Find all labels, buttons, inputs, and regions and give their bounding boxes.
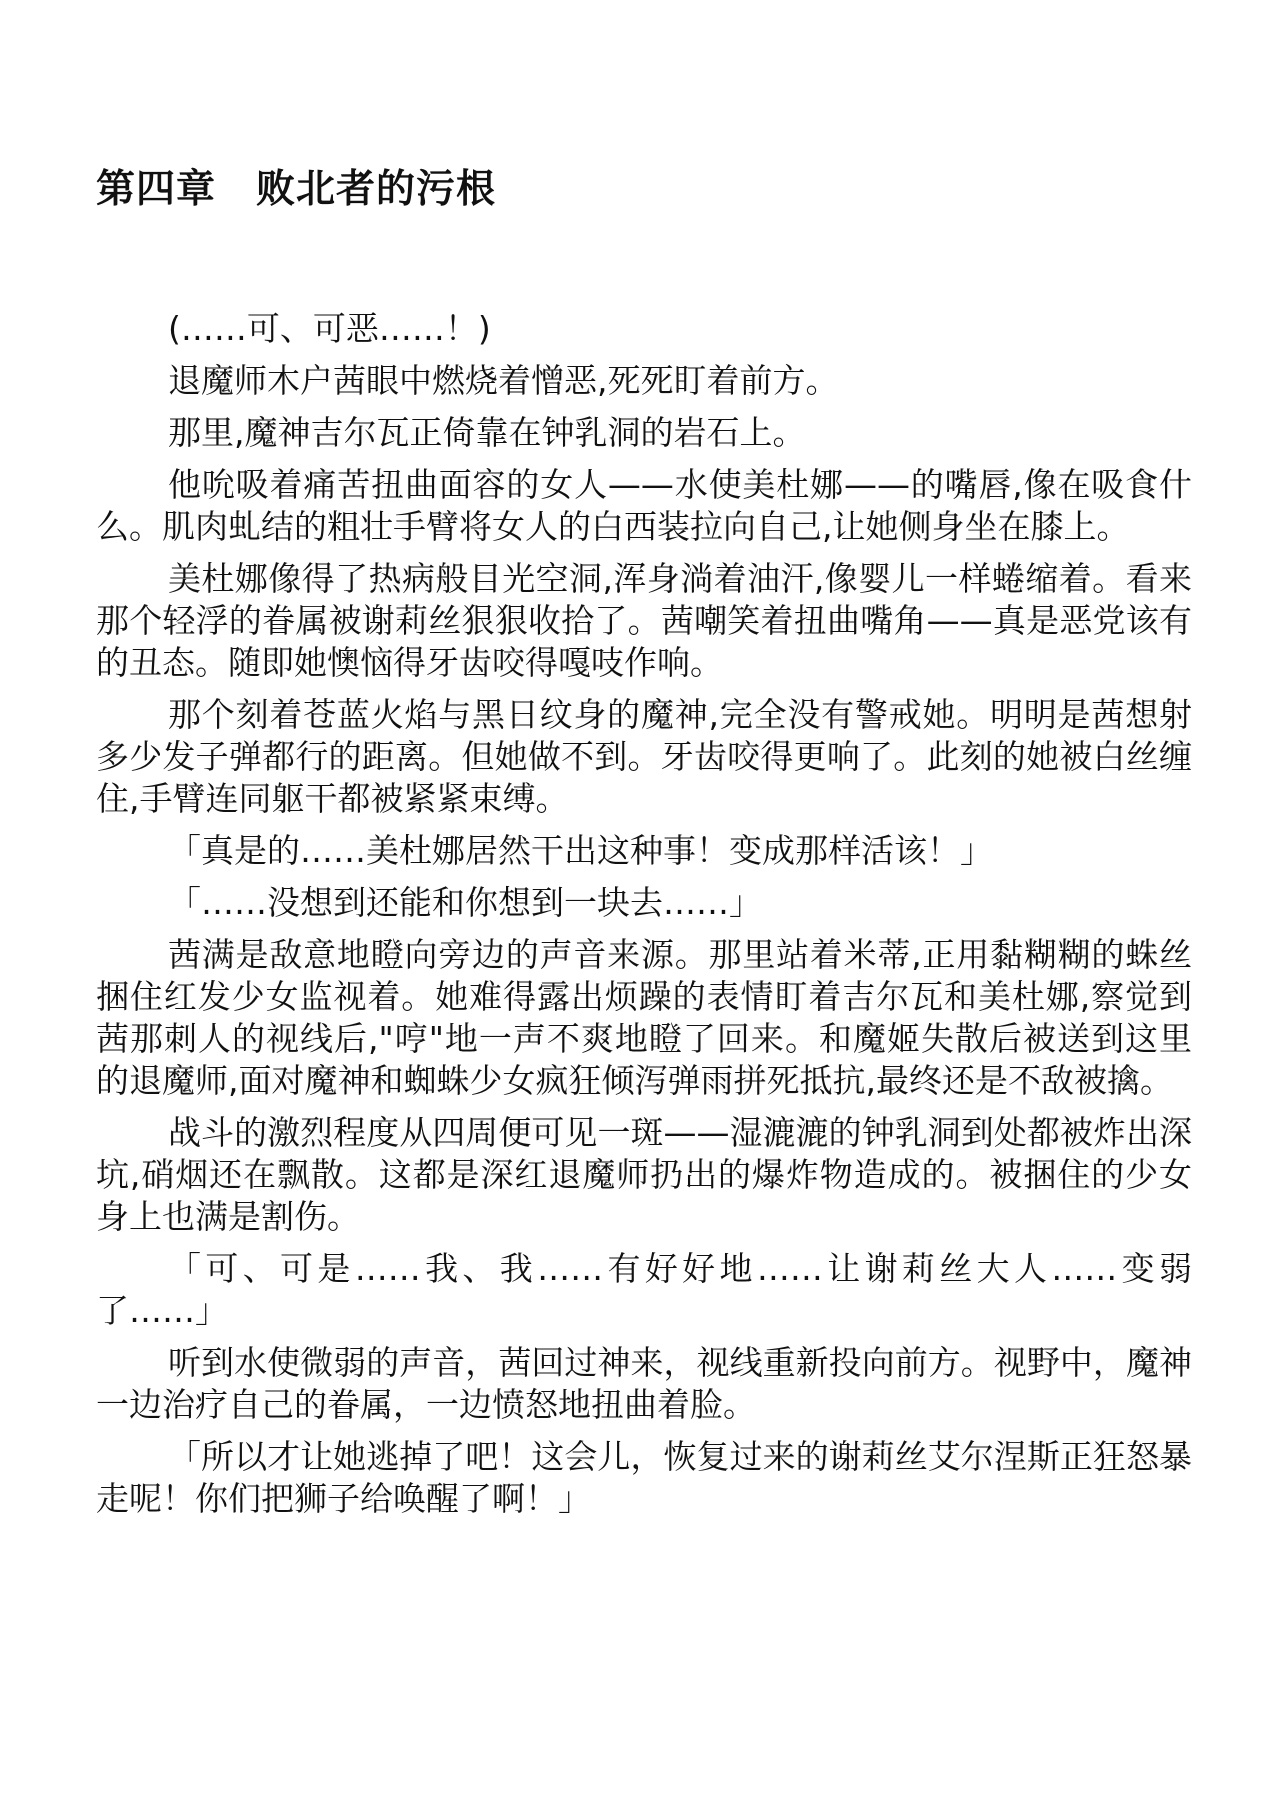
paragraph: 退魔师木户茜眼中燃烧着憎恶,死死盯着前方。 xyxy=(168,361,839,400)
paragraph: 他吮吸着痛苦扭曲面容的女人——水使美杜娜——的嘴唇,像在吸食什么。肌肉虬结的粗壮手臂将女人的白西装拉向自己,让她侧身坐在膝上。 xyxy=(96,465,1192,546)
paragraph: 战斗的激烈程度从四周便可见一斑——湿漉漉的钟乳洞到处都被炸出深坑,硝烟还在飘散。这都是深红退魔师扔出的爆炸物造成的。被捆住的少女身上也满是割伤。 xyxy=(96,1113,1192,1236)
paragraph: 美杜娜像得了热病般目光空洞,浑身淌着油汗,像婴儿一样蜷缩着。看来那个轻浮的眷属被谢莉丝狠狠收拾了。茜嘲笑着扭曲嘴角——真是恶党该有的丑态。随即她懊恼得牙齿咬得嘎吱作响。 xyxy=(96,559,1192,682)
paragraph: 茜满是敌意地瞪向旁边的声音来源。那里站着米蒂,正用黏糊糊的蛛丝捆住红发少女监视着。她难得露出烦躁的表情盯着吉尔瓦和美杜娜,察觉到茜那刺人的视线后,"哼"地一声不爽地瞪了回来。和魔姬失散后被送到这里的退魔师,面对魔神和蜘蛛少女疯狂倾泻弹雨拼死抵抗,最终还是不敌被擒。 xyxy=(96,935,1192,1100)
dialogue-paragraph: 「可、可是……我、我……有好好地……让谢莉丝大人……变弱了……」 xyxy=(96,1249,1192,1330)
dialogue-paragraph: 「……没想到还能和你想到一块去……」 xyxy=(168,883,762,922)
dialogue-paragraph: 「所以才让她逃掉了吧！这会儿，恢复过来的谢莉丝艾尔涅斯正狂怒暴走呢！你们把狮子给唤醒了啊！」 xyxy=(96,1437,1192,1518)
paragraph: 听到水使微弱的声音，茜回过神来，视线重新投向前方。视野中，魔神一边治疗自己的眷属，一边愤怒地扭曲着脸。 xyxy=(96,1343,1192,1424)
chapter-title: 第四章 败北者的污根 xyxy=(96,167,497,212)
paragraph: 那个刻着苍蓝火焰与黑日纹身的魔神,完全没有警戒她。明明是茜想射多少发子弹都行的距离。但她做不到。牙齿咬得更响了。此刻的她被白丝缠住,手臂连同躯干都被紧紧束缚。 xyxy=(96,695,1192,818)
dialogue-paragraph: 「真是的……美杜娜居然干出这种事！变成那样活该！」 xyxy=(168,831,993,870)
paragraph: (……可、可恶……！) xyxy=(168,309,491,348)
chapter-body xyxy=(96,308,1192,1530)
paragraph: 那里,魔神吉尔瓦正倚靠在钟乳洞的岩石上。 xyxy=(168,413,806,452)
